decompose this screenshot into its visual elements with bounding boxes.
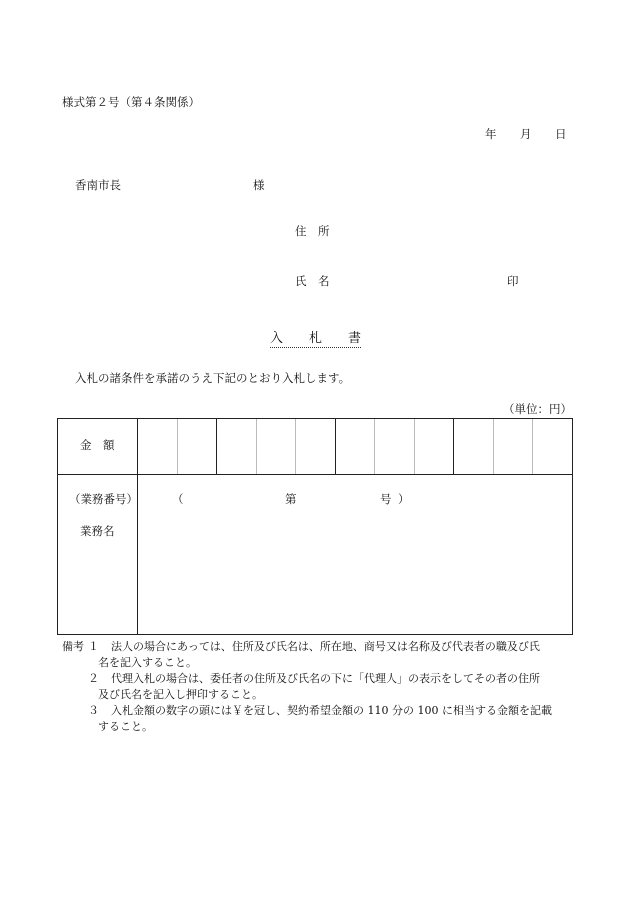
- form-number: 様式第２号（第４条関係）: [62, 95, 200, 109]
- unit-label: （単位：円）: [503, 402, 572, 416]
- business-number-dai: 第: [285, 492, 297, 506]
- bid-table: [57, 418, 573, 635]
- addressee-honorific: 様: [253, 178, 265, 192]
- date-year-label: 年: [485, 127, 497, 141]
- note-3-line2: すること。: [98, 720, 153, 733]
- seal-label: 印: [507, 274, 519, 288]
- amount-digit-cell[interactable]: [137, 419, 177, 474]
- note-1-number: １: [88, 640, 99, 653]
- amount-digit-cell[interactable]: [374, 419, 414, 474]
- business-number-open-paren: （: [172, 492, 184, 506]
- amount-digit-cell[interactable]: [177, 419, 217, 474]
- addressee-name: 香南市長: [75, 178, 121, 192]
- name-label: 氏 名: [295, 274, 330, 288]
- note-3-line1: 入札金額の数字の頭には￥を冠し、契約希望金額の 110 分の 100 に相当する金額を記載: [111, 704, 552, 717]
- note-2-line1: 代理入札の場合は、委任者の住所及び氏名の下に「代理人」の表示をしてその者の住所: [111, 672, 540, 685]
- amount-digit-cell[interactable]: [414, 419, 454, 474]
- amount-digit-cell[interactable]: [256, 419, 296, 474]
- note-1-line1: 法人の場合にあっては、住所及び氏名は、所在地、商号又は名称及び代表者の職及び氏: [111, 640, 540, 653]
- date-month-label: 月: [520, 127, 532, 141]
- business-number-close-paren: ）: [398, 492, 410, 506]
- notes-label: 備考: [62, 640, 84, 653]
- business-number-label: （業務番号）: [69, 492, 138, 506]
- amount-digit-cell[interactable]: [295, 419, 335, 474]
- business-number-go: 号: [380, 492, 392, 506]
- note-3-number: ３: [88, 704, 99, 717]
- amount-digit-cell[interactable]: [532, 419, 572, 474]
- note-2-line2: 及び氏名を記入し押印すること。: [98, 688, 263, 701]
- row-divider: [58, 474, 572, 475]
- note-2-number: ２: [88, 672, 99, 685]
- amount-digit-cell[interactable]: [335, 419, 375, 474]
- amount-label: 金 額: [80, 438, 115, 452]
- amount-digit-cell[interactable]: [453, 419, 493, 474]
- date-day-label: 日: [555, 127, 567, 141]
- business-name-label: 業務名: [80, 524, 115, 538]
- amount-digit-cell[interactable]: [493, 419, 533, 474]
- address-label: 住 所: [295, 224, 330, 238]
- intro-text: 入札の諸条件を承諾のうえ下記のとおり入札します。: [75, 371, 351, 385]
- note-1-line2: 名を記入すること。: [98, 656, 197, 669]
- document-title: 入 札 書: [270, 331, 362, 346]
- amount-digit-cell[interactable]: [216, 419, 256, 474]
